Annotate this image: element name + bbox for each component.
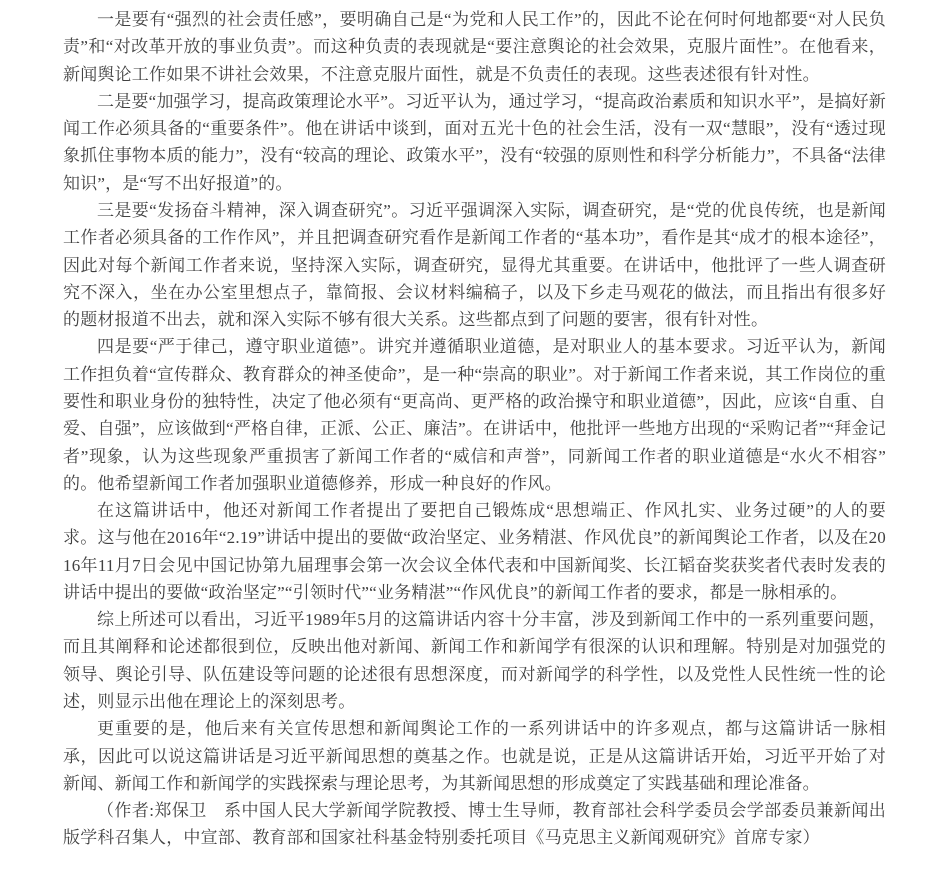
paragraph-6: 综上所述可以看出，习近平1989年5月的这篇讲话内容十分丰富，涉及到新闻工作中的一系列重要问题，而且其阐释和论述都很到位，反映出他对新闻、新闻工作和新闻学有很深的认识和理解。特别是对加强党的领导、舆论引导、队伍建设等问题的论述很有思想深度，而对新闻学的科学性，以及党性人民性统一性的论述，则显示出他在理论上的深刻思考。: [63, 610, 886, 712]
paragraph-1: 一是要有“强烈的社会责任感”，要明确自己是“为党和人民工作”的，因此不论在何时何地都要“对人民负责”和“对改革开放的事业负责”。而这种负责的表现就是“要注意舆论的社会效果，克服片面性”。在他看来，新闻舆论工作如果不讲社会效果，不注意克服片面性，就是不负责任的表现。这些表述很有针对性。: [63, 10, 886, 84]
paragraph-5: 在这篇讲话中，他还对新闻工作者提出了要把自己锻炼成“思想端正、作风扎实、业务过硬”的人的要求。这与他在2016年“2.19”讲话中提出的要做“政治坚定、业务精湛、作风优良”的新闻舆论工作者，以及在2016年11月7日会见中国记协第九届理事会第一次会议全体代表和中国新闻奖、长江韬奋奖获奖者代表时发表的讲话中提出的要做“政治坚定”“引领时代”“业务精湛”“作风优良”的新闻工作者的要求，都是一脉相承的。: [63, 501, 886, 602]
author-note: （作者:郑保卫 系中国人民大学新闻学院教授、博士生导师，教育部社会科学委员会学部委员兼新闻出版学科召集人，中宣部、教育部和国家社科基金特别委托项目《马克思主义新闻观研究》首席专家）: [63, 801, 886, 848]
paragraph-2: 二是要“加强学习，提高政策理论水平”。习近平认为，通过学习，“提高政治素质和知识水平”，是搞好新闻工作必须具备的“重要条件”。他在讲话中谈到，面对五光十色的社会生活，没有一双“慧眼”，没有“透过现象抓住事物本质的能力”，没有“较高的理论、政策水平”，没有“较强的原则性和科学分析能力”，不具备“法律知识”，是“写不出好报道”的。: [63, 91, 886, 193]
paragraph-3: 三是要“发扬奋斗精神，深入调查研究”。习近平强调深入实际，调查研究，是“党的优良传统，也是新闻工作者必须具备的工作作风”，并且把调查研究看作是新闻工作者的“基本功”，看作是其“成才的根本途径”，因此对每个新闻工作者来说，坚持深入实际，调查研究，显得尤其重要。在讲话中，他批评了一些人调查研究不深入，坐在办公室里想点子，靠简报、会议材料编稿子，以及下乡走马观花的做法，而且指出有很多好的题材报道不出去，就和深入实际不够有很大关系。这些都点到了问题的要害，很有针对性。: [63, 200, 886, 330]
paragraph-7: 更重要的是，他后来有关宣传思想和新闻舆论工作的一系列讲话中的许多观点，都与这篇讲话一脉相承，因此可以说这篇讲话是习近平新闻思想的奠基之作。也就是说，正是从这篇讲话开始，习近平开始了对新闻、新闻工作和新闻学的实践探索与理论思考，为其新闻思想的形成奠定了实践基础和理论准备。: [63, 719, 886, 793]
paragraph-4: 四是要“严于律己，遵守职业道德”。讲究并遵循职业道德，是对职业人的基本要求。习近平认为，新闻工作担负着“宣传群众、教育群众的神圣使命”，是一种“崇高的职业”。对于新闻工作者来说，其工作岗位的重要性和职业身份的独特性，决定了他必须有“更高尚、更严格的政治操守和职业道德”，因此，应该“自重、自爱、自强”，应该做到“严格自律，正派、公正、廉洁”。在讲话中，他批评一些地方出现的“采购记者”“拜金记者”现象，认为这些现象严重损害了新闻工作者的“威信和声誉”，同新闻工作者的职业道德是“水火不相容”的。他希望新闻工作者加强职业道德修养，形成一种良好的作风。: [63, 337, 886, 493]
